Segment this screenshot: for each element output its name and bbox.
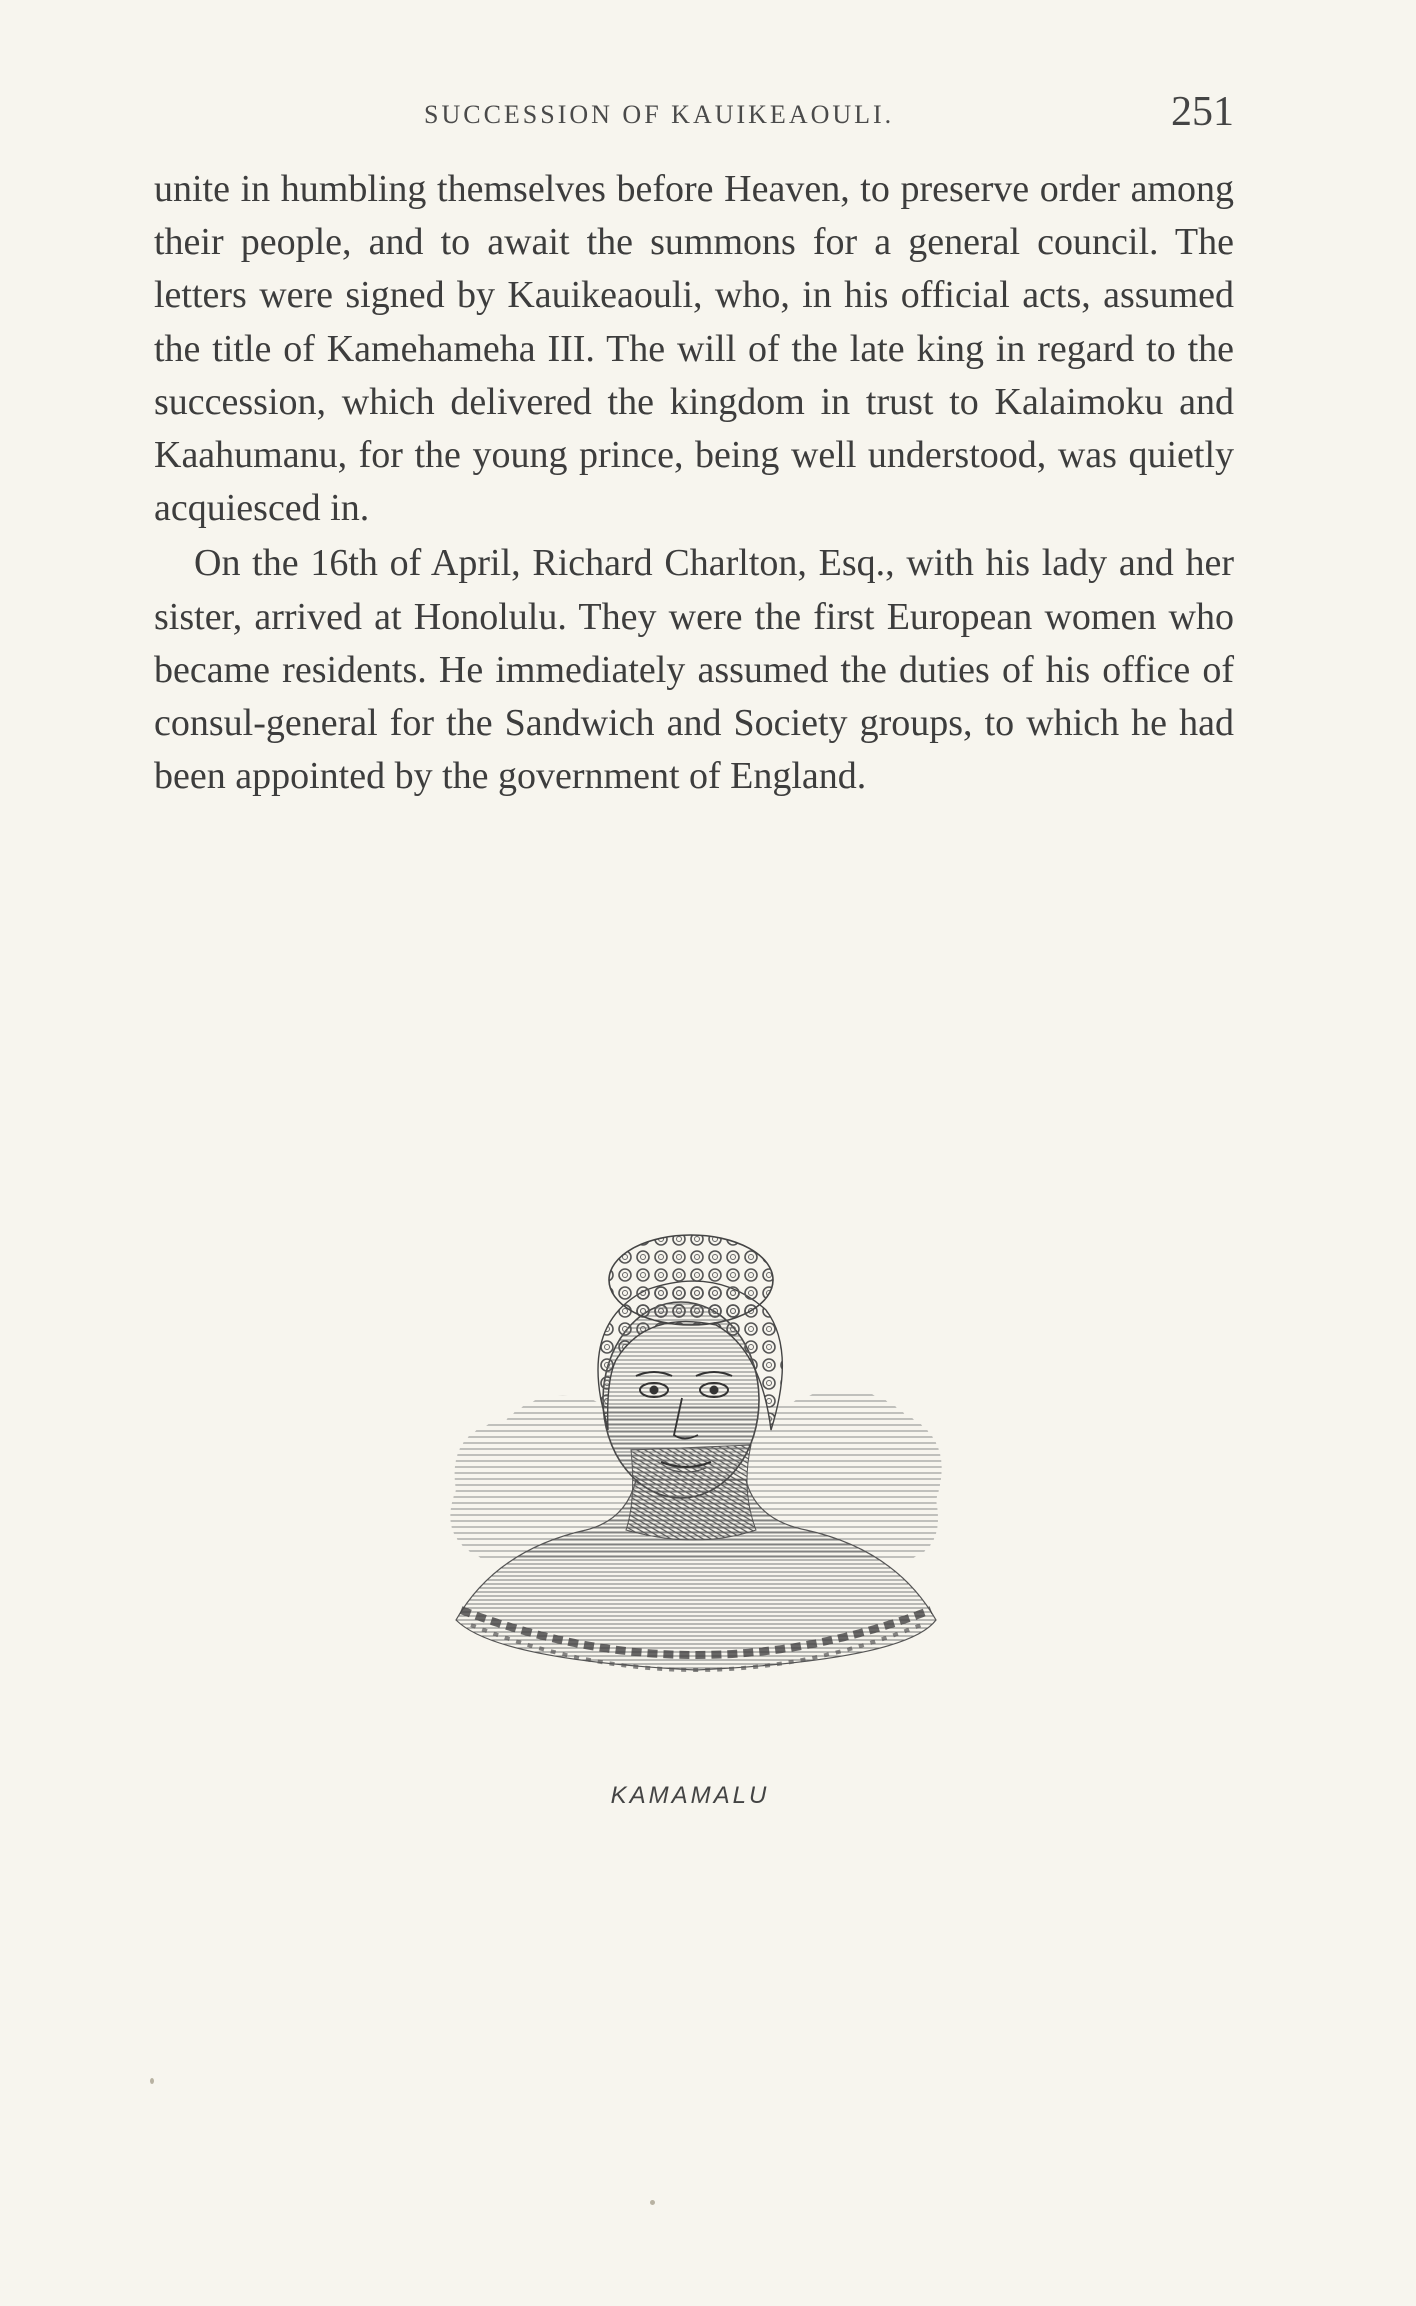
page-number: 251 xyxy=(1171,89,1234,135)
running-head xyxy=(154,88,1234,138)
paper-speck xyxy=(150,2078,154,2084)
portrait-engraving xyxy=(436,1230,956,1730)
running-title: SUCCESSION OF KAUIKEAOULI. xyxy=(424,100,895,129)
paper-speck xyxy=(650,2200,655,2205)
paragraph: unite in humbling themselves before Heaven, to preserve order among their people, and to await the summons for a general council. The letters were signed by Kauikeaouli, who, in his official acts, assumed the title of Kamehameha III. The will of the late king in regard to the succession, which delivered the kingdom in trust to Kalaimoku and Kaahumanu, for the young prince, being well understood, was quietly acquiesced in. xyxy=(154,168,1234,530)
figure-caption: KAMAMALU xyxy=(610,1782,770,1809)
body-text xyxy=(154,163,1234,803)
paragraph: On the 16th of April, Richard Charlton, Esq., with his lady and her sister, arrived at Honolulu. They were the first European women who became residents. He immediately assumed the duties of his office of consul-general for the Sandwich and Society groups, to which he had been appointed by the government of England. xyxy=(154,542,1234,798)
